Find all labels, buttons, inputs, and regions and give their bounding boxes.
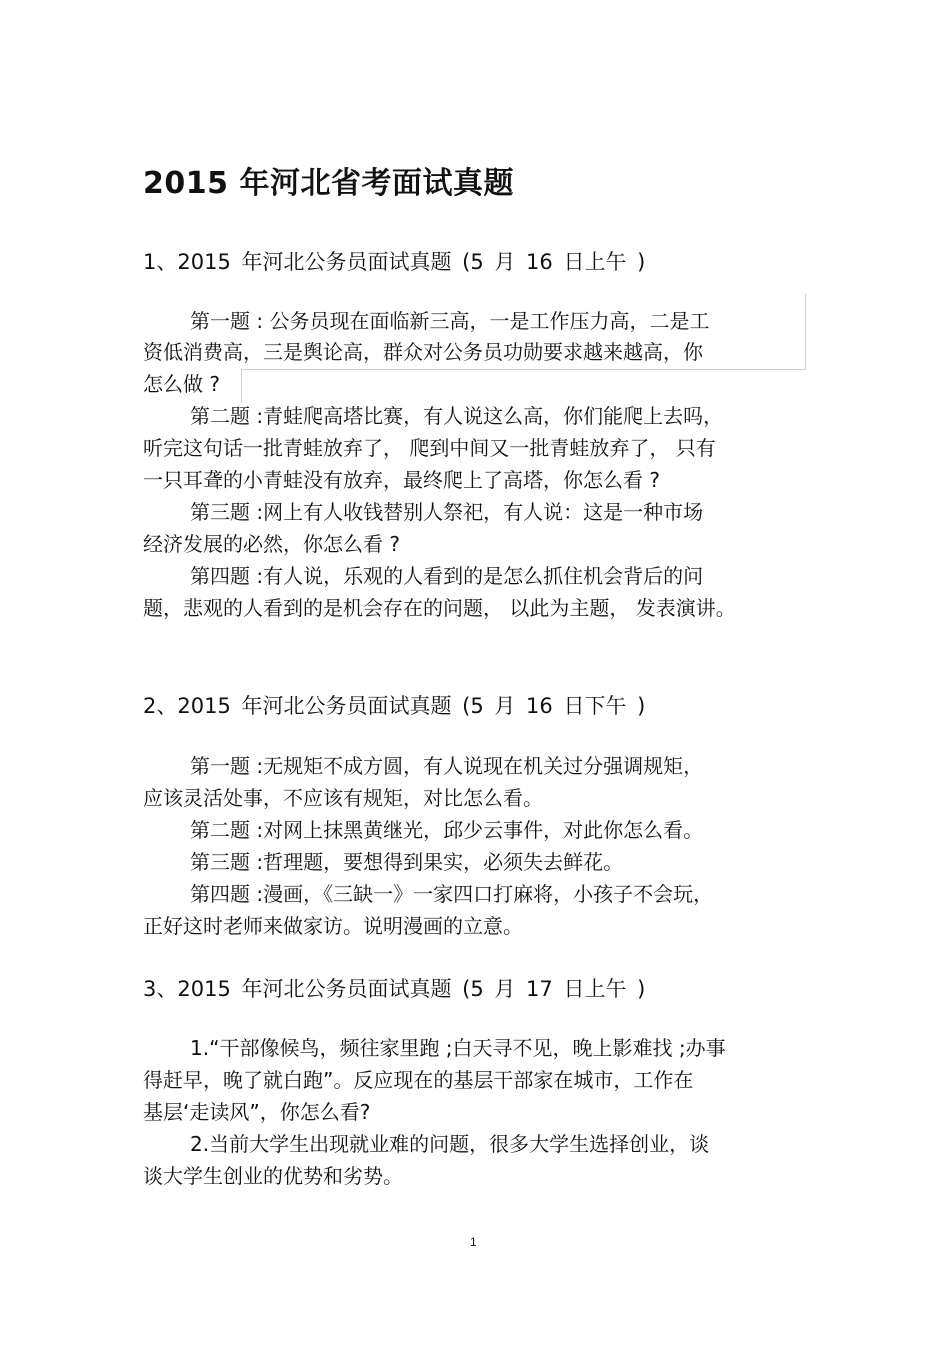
paragraph-line: 第二题 :对网上抹黑黄继光，邱少云事件，对此你怎么看。 — [190, 818, 704, 842]
paragraph-line: 一只耳聋的小青蛙没有放弃，最终爬上了高塔，你怎么看 ? — [143, 468, 660, 492]
section-heading: 1、2015 年河北公务员面试真题 (5 月 16 日上午 ) — [143, 250, 646, 274]
section-heading: 3、2015 年河北公务员面试真题 (5 月 17 日上午 ) — [143, 977, 646, 1001]
paragraph-line: 第一题 : 公务员现在面临新三高，一是工作压力高，二是工 — [190, 309, 710, 333]
paragraph-line: 题，悲观的人看到的是机会存在的问题， 以此为主题， 发表演讲。 — [143, 596, 736, 620]
paragraph-line: 听完这句话一批青蛙放弃了， 爬到中间又一批青蛙放弃了， 只有 — [143, 436, 716, 460]
paragraph-line: 第三题 :网上有人收钱替别人祭祀，有人说：这是一种市场 — [190, 500, 704, 524]
paragraph-line: 第一题 :无规矩不成方圆，有人说现在机关过分强调规矩， — [190, 754, 704, 778]
paragraph-line: 基层‘走读风”，你怎么看? — [143, 1100, 371, 1124]
paragraph-line: 谈大学生创业的优势和劣势。 — [143, 1164, 403, 1188]
paragraph-line: 第三题 :哲理题，要想得到果实，必须失去鲜花。 — [190, 850, 624, 874]
paragraph-line: 得赶早，晚了就白跑”。反应现在的基层干部家在城市，工作在 — [143, 1068, 694, 1092]
paragraph-line: 2.当前大学生出现就业难的问题，很多大学生选择创业，谈 — [190, 1132, 710, 1156]
section-heading: 2、2015 年河北公务员面试真题 (5 月 16 日下午 ) — [143, 694, 646, 718]
page-number: 1 — [470, 1235, 477, 1249]
paragraph-line: 正好这时老师来做家访。说明漫画的立意。 — [143, 914, 523, 938]
paragraph-line: 第二题 :青蛙爬高塔比赛，有人说这么高，你们能爬上去吗， — [190, 404, 724, 428]
paragraph-line: 资低消费高，三是舆论高，群众对公务员功勋要求越来越高，你 — [143, 340, 703, 364]
paragraph-line: 1.“干部像候鸟，频往家里跑 ;白天寻不见，晚上影难找 ;办事 — [190, 1036, 726, 1060]
document-title: 2015 年河北省考面试真题 — [143, 166, 514, 201]
text-frame-border — [241, 369, 242, 403]
paragraph-line: 应该灵活处事，不应该有规矩，对比怎么看。 — [143, 786, 543, 810]
paragraph-line: 第四题 :有人说，乐观的人看到的是怎么抓住机会背后的问 — [190, 564, 704, 588]
paragraph-line: 第四题 :漫画，《三缺一》一家四口打麻将，小孩子不会玩， — [190, 882, 714, 906]
paragraph-line: 经济发展的必然，你怎么看 ? — [143, 532, 400, 556]
paragraph-line: 怎么做 ? — [143, 372, 220, 396]
